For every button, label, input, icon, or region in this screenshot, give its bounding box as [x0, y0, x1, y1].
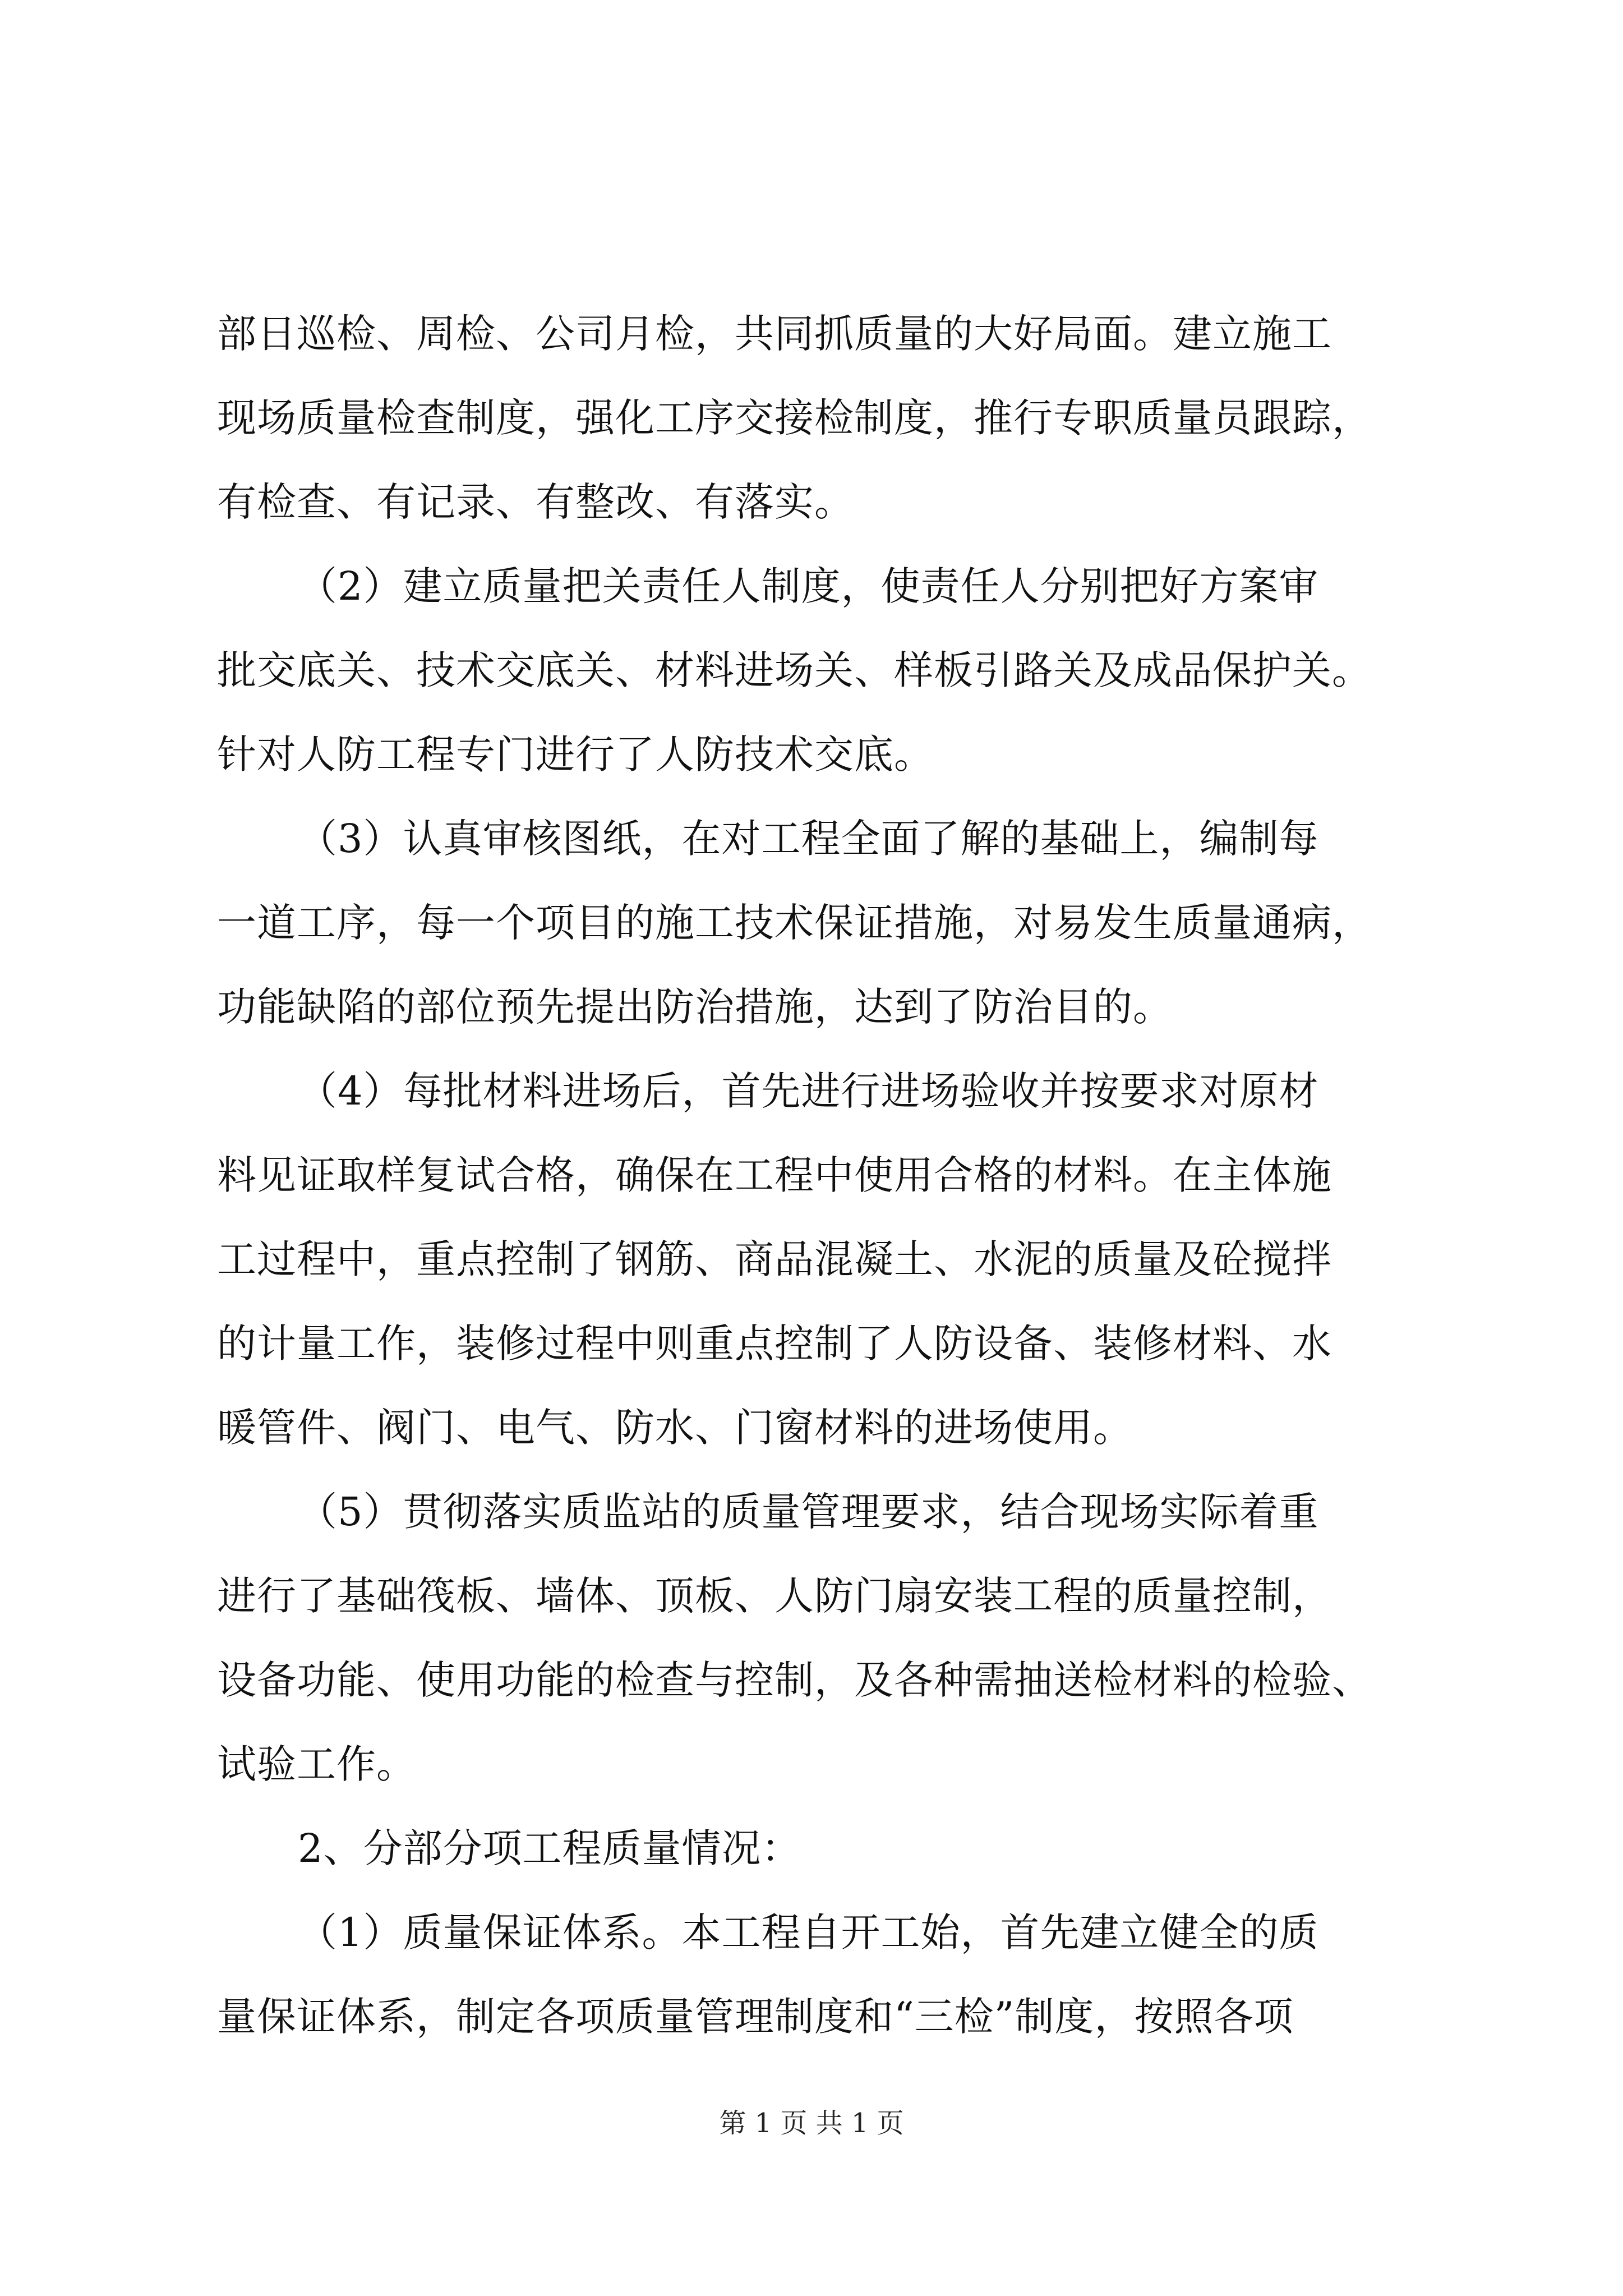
paragraph-item-1-start: （1）质量保证体系。本工程自开工始，首先建立健全的质	[298, 1910, 1319, 1955]
text-line: 部日巡检、周检、公司月检，共同抓质量的大好局面。建立施工	[217, 311, 1332, 357]
text-line: 进行了基础筏板、墙体、顶板、人防门扇安装工程的质量控制，	[217, 1573, 1332, 1619]
text-line: 工过程中，重点控制了钢筋、商品混凝土、水泥的质量及砼搅拌	[217, 1236, 1332, 1282]
text-line: 试验工作。	[217, 1741, 416, 1787]
text-line: 设备功能、使用功能的检查与控制，及各种需抽送检材料的检验、	[217, 1657, 1372, 1703]
text-line: 暖管件、阀门、电气、防水、门窗材料的进场使用。	[217, 1405, 1133, 1451]
text-line: 有检查、有记录、有整改、有落实。	[217, 479, 854, 525]
paragraph-item-4-start: （4）每批材料进场后，首先进行进场验收并按要求对原材	[298, 1068, 1319, 1114]
paragraph-item-5-start: （5）贯彻落实质监站的质量管理要求，结合现场实际着重	[298, 1489, 1319, 1535]
text-line: 量保证体系，制定各项质量管理制度和“三检”制度，按照各项	[217, 1994, 1294, 2040]
text-line: 料见证取样复试合格，确保在工程中使用合格的材料。在主体施	[217, 1152, 1332, 1198]
section-heading: 2、分部分项工程质量情况：	[298, 1825, 801, 1871]
text-line: 一道工序，每一个项目的施工技术保证措施，对易发生质量通病，	[217, 900, 1372, 946]
text-line: 批交底关、技术交底关、材料进场关、样板引路关及成品保护关。	[217, 647, 1372, 693]
paragraph-item-3-start: （3）认真审核图纸，在对工程全面了解的基础上，编制每	[298, 816, 1319, 862]
text-line: 的计量工作，装修过程中则重点控制了人防设备、装修材料、水	[217, 1320, 1332, 1366]
text-line: 现场质量检查制度，强化工序交接检制度，推行专职质量员跟踪，	[217, 395, 1372, 441]
text-line: 针对人防工程专门进行了人防技术交底。	[217, 731, 934, 777]
paragraph-item-2-start: （2）建立质量把关责任人制度，使责任人分别把好方案审	[298, 563, 1319, 609]
text-line: 功能缺陷的部位预先提出防治措施，达到了防治目的。	[217, 984, 1173, 1030]
page-footer: 第 1 页 共 1 页	[719, 2108, 904, 2139]
